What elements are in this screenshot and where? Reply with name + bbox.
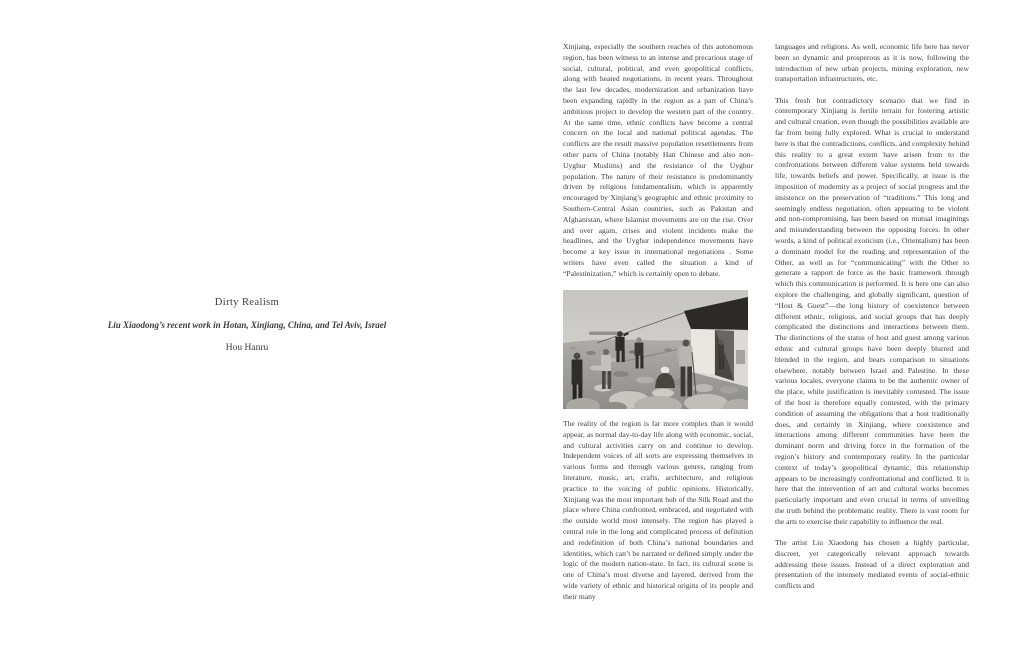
photo-ridge	[589, 332, 619, 336]
artwork-photo	[563, 290, 748, 409]
page-title: Dirty Realism	[214, 297, 280, 308]
title-block	[57, 297, 437, 354]
author-name: Hou Hanru	[225, 343, 269, 353]
text-column-1	[563, 42, 753, 613]
page-subtitle: Liu Xiaodong’s recent work in Hotan, Xinjiang, China, and Tel Aviv, Israel	[107, 320, 387, 330]
paragraph-contradictory-scenario: This fresh but contradictory scenario that we find in contemporary Xinjiang is fertile terrain for fostering artistic and cultural creation, even though the possibilities available are far from being fully explored. What is crucial to understand here is that the contradictions, conflicts, and complexity behind this reality to a great extent have arisen from to the confrontations between different value systems held towards life, towards beliefs and power. Specifically, at issue is the imposition of modernity as a project of social progress and the insistence on the preservation of “traditions.” This long and seemingly endless negotiation, often appearing to be violent and non-compromising, has been based on mutual imaginings and misunderstanding between the opposing forces. In other words, a kind of political exoticism (i.e., Orientalism) has been a dominant model for the reading and representation of the Other, as well as for “communicating” with the Other to generate a rapport de force as the basic framework through which this communication is performed. It is here one can also explore the challenging, and globally significant, question of “Host & Guest”—the long history of coexistence between different ethnic, religious, and social groups that has deeply complicated the distinctions and interactions between them. The distinctions of the status of host and guest among various ethnic and cultural groups have been deeply blurred and blended in the region, and bears comparison to situations elsewhere, notably between Israel and Palestine. In these various locales, everyone claims to be the authentic owner of the place, while justification is inevitably contested. The issue of the host is therefore equally contested, with the primary condition of assuming the obligations that a host traditionally does, and certainly in Xinjiang, where coexistence and interactions among different communities have been the dominant norm and driving force in the formation of the region’s history and contemporary reality. In the particular context of today’s geopolitical dynamic, this relationship appears to be increasingly confrontational and conflicted. It is here that the intervention of art and cultural works becomes particularly important and even crucial in terms of unveiling the truth behind the problematic reality. There is vast room for the arts to exercise their capability to influence the real.	[775, 95, 969, 526]
paragraph-languages-religions: languages and religions. As well, economic life here has never been so dynamic and prosperous as it is now, following the introduction of new urban projects, mining exploration, new transportation infrastructures, etc.	[775, 42, 969, 84]
photo-graphic	[563, 290, 748, 409]
paragraph-region-reality: The reality of the region is far more complex than it would appear, as normal day-to-day life along with economic, social, and cultural activities carry on and continue to develop. Independent voices of all sorts are expressing themselves in various forms and through various genres, ranging from literature, music, art, crafts, architecture, and religious practice to the voicing of public opinions. Historically, Xinjiang was the most important hub of the Silk Road and the place where China confronted, embraced, and negotiated with the outside world most intensely. The region has played a central role in the long and complicated process of definition and redefinition of both China’s national boundaries and identities, which can’t be narrated or defined simply under the logic of the modern nation-state. In fact, its cultural scene is one of China’s most diverse and layered, derived from the wide variety of ethnic and historical origins of its people and their many	[563, 419, 753, 601]
paragraph-xinjiang-intro: Xinjiang, especially the southern reaches of this autonomous region, has been witness to an intense and precarious stage of social, cultural, political, and even geopolitical conflicts, along with heated negotiations, in recent years. Throughout the last few decades, modernization and urbanization have been expanding rapidly in the region as a part of China’s ambitious project to develop the western part of the country. At the same time, ethnic conflicts have become a central concern on the local and national political agendas. The conflicts are the result massive population resettlements from other parts of China (notably Han Chinese and also non-Uyghur Muslims) and the resistance of the Uyghur population. The nature of their resistance is predominantly driven by religious fundamentalism, which is apparently encouraged by Xinjiang’s geographic and ethnic proximity to Southern-Central Asian countries, such as Pakistan and Afghanistan, where Islamist movements are on the rise. Over and over again, crises and violent incidents make the headlines, and the Uyghur independence movements have become a key issue in international negotiations . Some writers have even called the situation a kind of “Palestinization,” which is certainly open to debate.	[563, 42, 753, 278]
text-column-2	[775, 42, 969, 603]
paragraph-artist-approach: The artist Liu Xiaodong has chosen a highly particular, discreet, yet categorically relevant approach towards addressing these issues. Instead of a direct exploration and presentation of the intensely mediated events of social-ethnic conflicts and	[775, 538, 969, 591]
